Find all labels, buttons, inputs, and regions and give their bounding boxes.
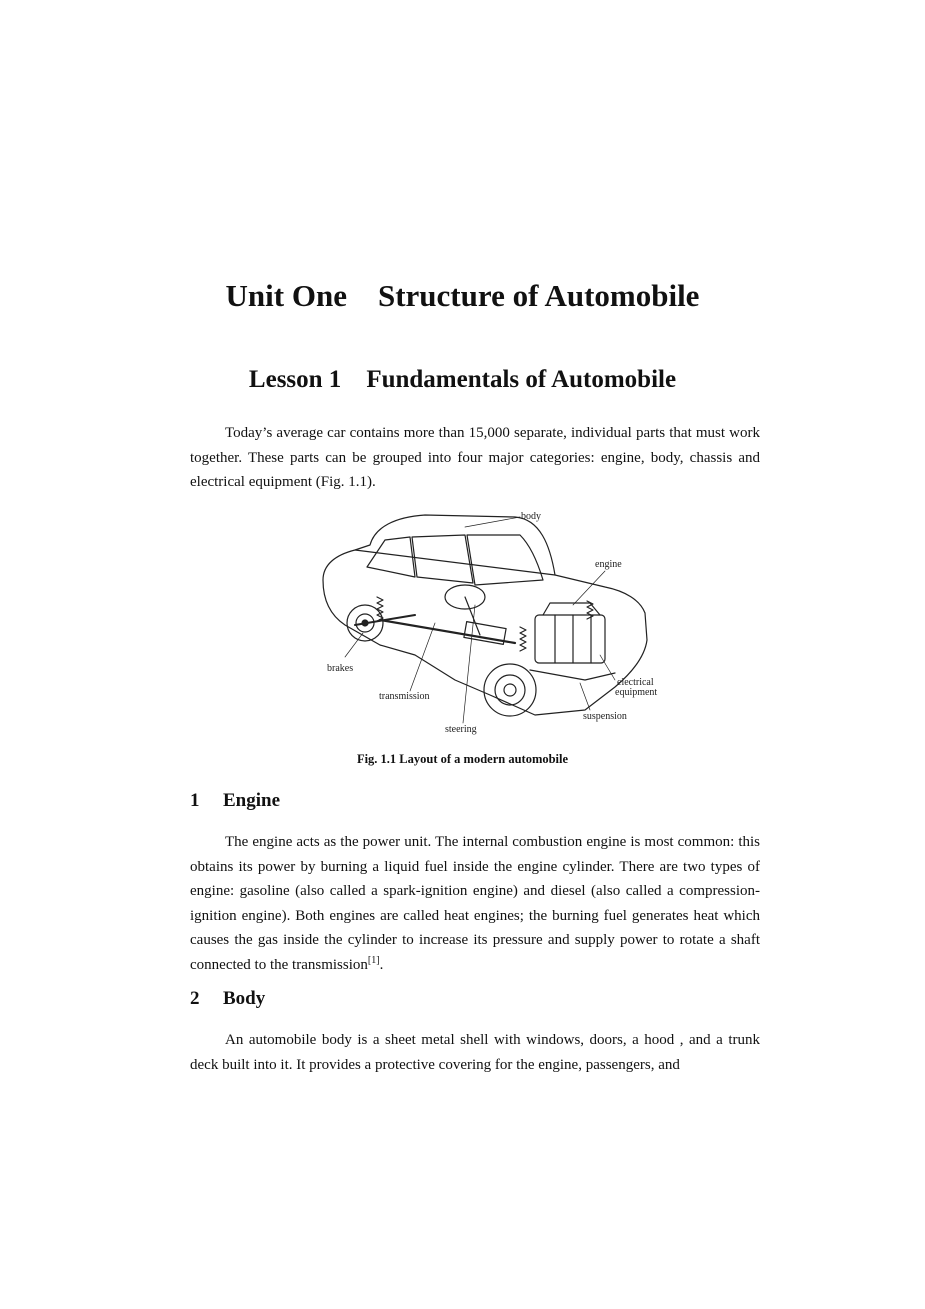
- label-electrical: electrical: [617, 677, 654, 688]
- window-front: [467, 535, 543, 585]
- car-illustration: [315, 505, 675, 740]
- section-number: 1: [190, 790, 200, 811]
- leader-body: [465, 517, 520, 527]
- front-spring: [520, 627, 526, 651]
- leader-engine: [573, 571, 605, 605]
- engine-text: The engine acts as the power unit. The internal combustion engine is most common: this obtains its power by burning a liquid fuel inside the engine cylinder. There are two types of engine: gasoline (also called a spark-ignition engine) and diesel (also called a compression-ignition engine). Both engines are called heat engines; the burning fuel generates heat which causes the gas inside the cylinder to increase its pressure and supply power to rotate a shaft connected to the transmission: [190, 834, 760, 973]
- figure-number: Fig. 1.1: [356, 752, 397, 766]
- figure-caption: [0, 752, 925, 767]
- leader-transmission: [410, 623, 435, 691]
- unit-title: [0, 278, 925, 314]
- section-heading-engine: [190, 790, 280, 812]
- figure-car-layout: [315, 505, 675, 740]
- intro-paragraph: Today’s average car contains more than 15,000 separate, individual parts that must work together. These parts can be grouped into four major categories: engine, body, chassis and electrical equipment (Fig. 1.1).: [190, 425, 760, 491]
- drive-shaft: [380, 620, 515, 643]
- label-engine: engine: [595, 559, 622, 570]
- section-title: Engine: [223, 790, 281, 811]
- unit-number: Unit One: [225, 278, 347, 313]
- body-paragraph: An automobile body is a sheet metal shell with windows, doors, a hood , and a trunk deck built into it. It provides a protective covering for the engine, passengers, and: [190, 1032, 760, 1073]
- leader-suspension: [580, 683, 590, 710]
- window-middle: [412, 535, 473, 583]
- lesson-number: Lesson 1: [248, 366, 342, 393]
- section-title: Body: [223, 988, 266, 1009]
- lesson-name: Fundamentals of Automobile: [366, 366, 677, 393]
- leader-steering: [463, 605, 475, 723]
- engine-paragraph: [190, 830, 760, 978]
- lesson-title: [0, 366, 925, 394]
- label-body: body: [521, 511, 541, 522]
- section-number: 2: [190, 988, 200, 1009]
- engine-text-end: .: [379, 956, 384, 973]
- label-brakes: brakes: [327, 663, 354, 674]
- label-suspension: suspension: [583, 711, 627, 722]
- figure-caption-text: Layout of a modern automobile: [399, 752, 569, 766]
- front-wheel: [484, 664, 536, 716]
- unit-name: Structure of Automobile: [377, 278, 700, 313]
- label-equipment: equipment: [615, 687, 658, 698]
- engine-block: [535, 615, 605, 663]
- reference-mark: [1]: [367, 954, 380, 966]
- label-transmission: transmission: [379, 691, 430, 702]
- section-heading-body: [190, 988, 265, 1010]
- label-steering: steering: [445, 724, 477, 735]
